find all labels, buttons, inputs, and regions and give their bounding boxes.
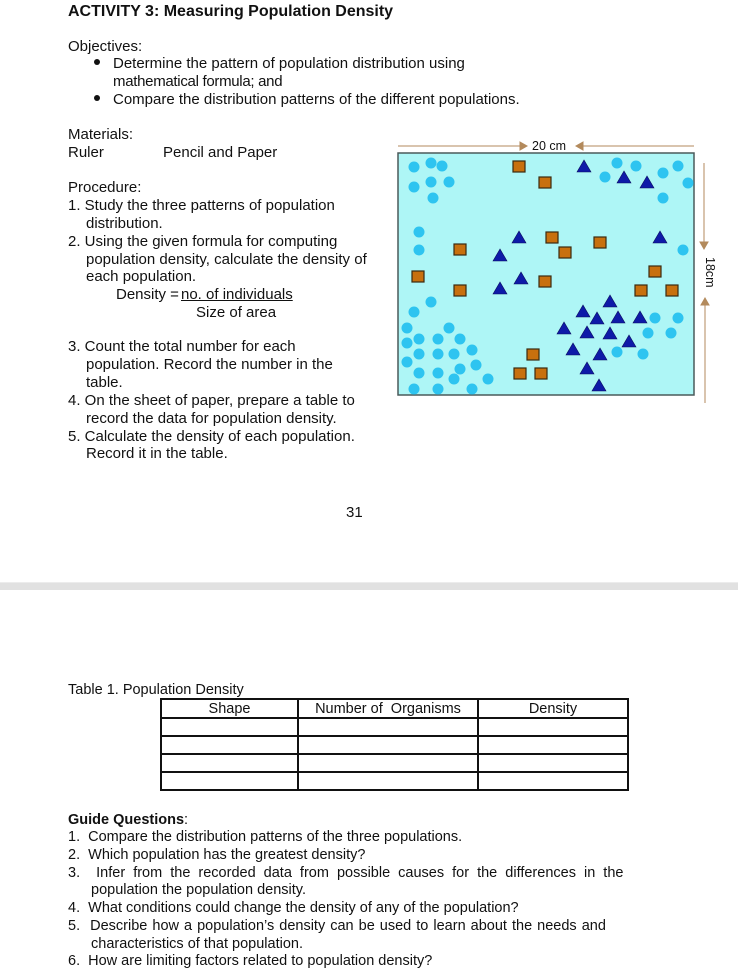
circle-organism [402, 323, 413, 334]
square-organism [649, 266, 661, 277]
objectives-heading: Objectives: [68, 38, 143, 55]
triangle-organism [603, 295, 617, 307]
triangle-population [493, 160, 667, 391]
square-organism [454, 285, 466, 296]
guide-question-1: 1. Compare the distribution patterns of the three populations. [68, 829, 463, 845]
height-label: 18cm [703, 257, 717, 288]
materials-heading: Materials: [68, 126, 134, 143]
triangle-organism [590, 312, 604, 324]
square-organism [666, 285, 678, 296]
table-header-row [161, 699, 628, 718]
material-pencil-paper: Pencil and Paper [163, 144, 278, 161]
circle-organism [612, 347, 623, 358]
cell-shape[interactable] [161, 736, 298, 754]
circle-organism [650, 313, 661, 324]
square-organism [513, 161, 525, 172]
procedure-step-2-line-1: 2. Using the given formula for computing [68, 233, 338, 250]
triangle-organism [580, 326, 594, 338]
cell-shape[interactable] [161, 754, 298, 772]
procedure-step-1-line-2: distribution. [86, 215, 163, 232]
guide-question-2: 2. Which population has the greatest density? [68, 847, 366, 863]
table-caption: Table 1. Population Density [68, 682, 244, 698]
column-header-number-of-organisms: Number of Organisms [298, 699, 478, 718]
circle-organism [471, 360, 482, 371]
triangle-organism [493, 282, 507, 294]
density-formula-denominator: Size of area [196, 304, 277, 321]
guide-question-3-line-2: population the population density. [91, 882, 306, 898]
circle-organism [483, 374, 494, 385]
bullet-icon [94, 59, 100, 65]
circle-organism [409, 307, 420, 318]
page-number: 31 [346, 504, 363, 521]
circle-organism [658, 193, 669, 204]
circle-organism [428, 193, 439, 204]
circle-organism [658, 168, 669, 179]
cell-density[interactable] [478, 772, 628, 790]
guide-question-5-line-2: characteristics of that population. [91, 936, 303, 952]
circle-organism [409, 182, 420, 193]
square-organism [546, 232, 558, 243]
procedure-step-1-line-1: 1. Study the three patterns of population [68, 197, 335, 214]
circle-organism [643, 328, 654, 339]
circle-organism [437, 161, 448, 172]
guide-questions-heading-colon: : [184, 812, 189, 828]
triangle-organism [617, 171, 631, 183]
cell-density[interactable] [478, 718, 628, 736]
circle-organism [426, 177, 437, 188]
procedure-step-3-line-2: population. Record the number in the [86, 356, 333, 373]
guide-question-5-line-1: 5. Describe how a population’s density can be used to learn about the needs and [68, 918, 606, 934]
cell-number[interactable] [298, 754, 478, 772]
circle-organism [414, 368, 425, 379]
habitat-area [398, 153, 694, 395]
triangle-organism [580, 362, 594, 374]
circle-organism [638, 349, 649, 360]
triangle-organism [640, 176, 654, 188]
table-row [161, 754, 628, 772]
triangle-organism [593, 348, 607, 360]
bullet-icon [94, 95, 100, 101]
procedure-step-5-line-2: Record it in the table. [86, 445, 228, 462]
triangle-organism [512, 231, 526, 243]
triangle-organism [576, 305, 590, 317]
objective-2: Compare the distribution patterns of the different populations. [113, 91, 520, 108]
width-label: 20 cm [532, 139, 567, 153]
circle-organism [414, 334, 425, 345]
triangle-organism [577, 160, 591, 172]
circle-organism [414, 349, 425, 360]
procedure-step-3-line-1: 3. Count the total number for each [68, 338, 296, 355]
circle-organism [449, 374, 460, 385]
guide-question-6: 6. How are limiting factors related to population density? [68, 953, 433, 969]
triangle-organism [611, 311, 625, 323]
square-organism [514, 368, 526, 379]
procedure-step-4-line-2: record the data for population density. [86, 410, 337, 427]
circle-organism [444, 323, 455, 334]
procedure-step-2-line-2: population density, calculate the density of [86, 251, 367, 268]
cell-density[interactable] [478, 754, 628, 772]
circle-organism [426, 297, 437, 308]
circle-organism [414, 227, 425, 238]
circle-organism [666, 328, 677, 339]
procedure-step-2-line-3: each population. [86, 268, 197, 285]
square-organism [635, 285, 647, 296]
procedure-step-3-line-3: table. [86, 374, 123, 391]
square-organism [539, 177, 551, 188]
circle-organism [433, 384, 444, 395]
circle-organism [673, 161, 684, 172]
triangle-organism [603, 327, 617, 339]
triangle-organism [592, 379, 606, 391]
cell-density[interactable] [478, 736, 628, 754]
cell-shape[interactable] [161, 772, 298, 790]
material-ruler: Ruler [68, 144, 104, 161]
circle-organism [414, 245, 425, 256]
cell-shape[interactable] [161, 718, 298, 736]
square-organism [527, 349, 539, 360]
table-row [161, 736, 628, 754]
guide-question-4: 4. What conditions could change the density of any of the population? [68, 900, 519, 916]
circle-organism [433, 334, 444, 345]
circle-organism [631, 161, 642, 172]
square-organism [539, 276, 551, 287]
procedure-step-5-line-1: 5. Calculate the density of each population. [68, 428, 355, 445]
triangle-organism [566, 343, 580, 355]
guide-question-3-line-1: 3. Infer from the recorded data from possible causes for the differences in the [68, 865, 624, 881]
square-organism [535, 368, 547, 379]
circle-organism [402, 357, 413, 368]
triangle-organism [557, 322, 571, 334]
cell-number[interactable] [298, 736, 478, 754]
circle-organism [683, 178, 694, 189]
circle-organism [467, 384, 478, 395]
triangle-organism [514, 272, 528, 284]
density-formula-lhs: Density = [116, 286, 179, 303]
circle-organism [467, 345, 478, 356]
page-separator [0, 582, 738, 590]
column-header-shape: Shape [161, 699, 298, 718]
circle-organism [455, 334, 466, 345]
objective-1-line-2: mathematical formula; and [113, 73, 283, 90]
guide-questions-heading [68, 811, 188, 829]
square-organism [412, 271, 424, 282]
density-formula-numerator: no. of individuals [181, 286, 293, 303]
square-organism [594, 237, 606, 248]
circle-organism [600, 172, 611, 183]
square-organism [559, 247, 571, 258]
circle-organism [433, 368, 444, 379]
column-header-density: Density [478, 699, 628, 718]
circle-organism [678, 245, 689, 256]
circle-organism [409, 162, 420, 173]
circle-organism [449, 349, 460, 360]
guide-questions-heading-text: Guide Questions [68, 812, 185, 828]
circle-organism [409, 384, 420, 395]
triangle-organism [622, 335, 636, 347]
cell-number[interactable] [298, 718, 478, 736]
square-population [412, 161, 678, 379]
circle-organism [612, 158, 623, 169]
triangle-organism [493, 249, 507, 261]
table-row [161, 772, 628, 790]
circle-organism [402, 338, 413, 349]
cell-number[interactable] [298, 772, 478, 790]
circle-organism [426, 158, 437, 169]
circle-population [402, 158, 694, 395]
objective-1-line-1: Determine the pattern of population distribution using [113, 55, 465, 72]
activity-title: ACTIVITY 3: Measuring Population Density [68, 3, 394, 20]
population-density-table [160, 698, 629, 791]
procedure-step-4-line-1: 4. On the sheet of paper, prepare a table to [68, 392, 355, 409]
circle-organism [433, 349, 444, 360]
circle-organism [673, 313, 684, 324]
circle-organism [444, 177, 455, 188]
square-organism [454, 244, 466, 255]
circle-organism [455, 364, 466, 375]
triangle-organism [633, 311, 647, 323]
triangle-organism [653, 231, 667, 243]
table-row [161, 718, 628, 736]
procedure-heading: Procedure: [68, 179, 142, 196]
